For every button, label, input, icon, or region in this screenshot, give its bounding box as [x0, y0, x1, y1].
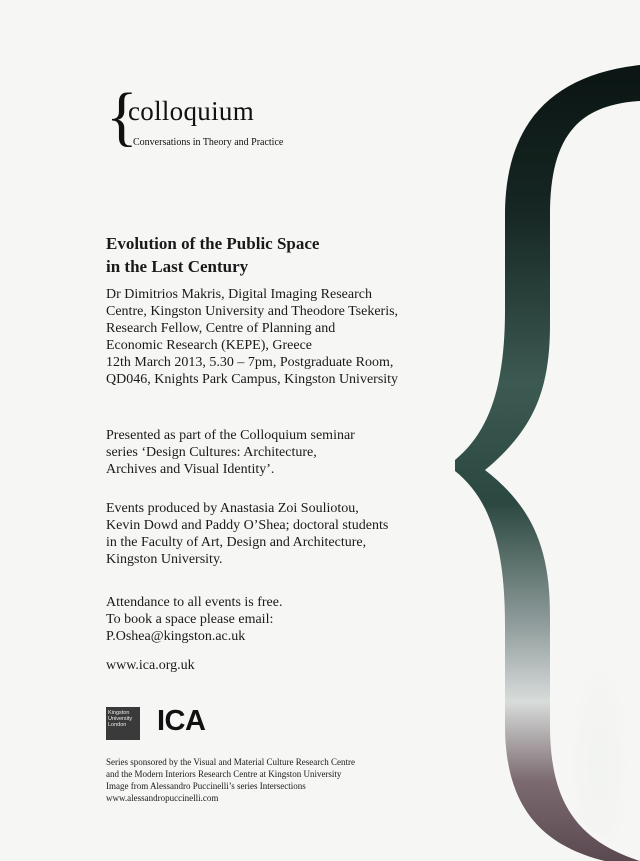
series-line: Presented as part of the Colloquium seminar — [106, 428, 355, 443]
title-line: in the Last Century — [106, 257, 249, 276]
title-line: Evolution of the Public Space — [106, 234, 320, 253]
booking-email-link[interactable]: P.Oshea@kingston.ac.uk — [106, 629, 246, 644]
kingston-logo-line: Kingston — [108, 710, 130, 716]
logo-tagline: Conversations in Theory and Practice — [133, 137, 284, 148]
details-line: Centre, Kingston University and Theodore Tsekeris, — [106, 304, 399, 319]
decorative-brace-image — [455, 65, 640, 861]
sponsor-line: Image from Alessandro Puccinelli’s series Intersections — [106, 781, 306, 791]
sponsor-line: Series sponsored by the Visual and Material Culture Research Centre — [106, 757, 355, 767]
logo-brace: { — [106, 80, 138, 153]
event-title — [106, 232, 436, 278]
sponsor-website-link[interactable]: www.alessandropuccinelli.com — [106, 793, 219, 803]
kingston-logo-line: London — [108, 722, 127, 728]
details-line: Dr Dimitrios Makris, Digital Imaging Research — [106, 287, 372, 302]
sponsor-footer — [106, 756, 436, 804]
series-paragraph — [106, 427, 446, 478]
details-line: 12th March 2013, 5.30 – 7pm, Postgraduate Room, — [106, 355, 394, 370]
website-link[interactable]: www.ica.org.uk — [106, 658, 195, 673]
producers-line: in the Faculty of Art, Design and Architecture, — [106, 535, 367, 550]
logo-wordmark: colloquium — [128, 96, 254, 126]
sponsor-line: and the Modern Interiors Research Centre at Kingston University — [106, 769, 342, 779]
producers-line: Kingston University. — [106, 552, 223, 567]
details-line: QD046, Knights Park Campus, Kingston University — [106, 372, 399, 387]
series-line: series ‘Design Cultures: Architecture, — [106, 445, 317, 460]
series-line: Archives and Visual Identity’. — [106, 462, 275, 477]
producers-paragraph — [106, 500, 446, 568]
attendance-line: Attendance to all events is free. — [106, 595, 283, 610]
ica-logo: ICA — [157, 705, 206, 737]
producers-line: Events produced by Anastasia Zoi Souliotou, — [106, 501, 359, 516]
details-line: Economic Research (KEPE), Greece — [106, 338, 313, 353]
producers-line: Kevin Dowd and Paddy O’Shea; doctoral students — [106, 518, 389, 533]
kingston-logo-line: University — [108, 716, 133, 722]
attendance-paragraph — [106, 594, 446, 645]
kingston-university-logo — [106, 707, 140, 740]
event-details — [106, 286, 446, 388]
attendance-line: To book a space please email: — [106, 612, 274, 627]
details-line: Research Fellow, Centre of Planning and — [106, 321, 336, 336]
